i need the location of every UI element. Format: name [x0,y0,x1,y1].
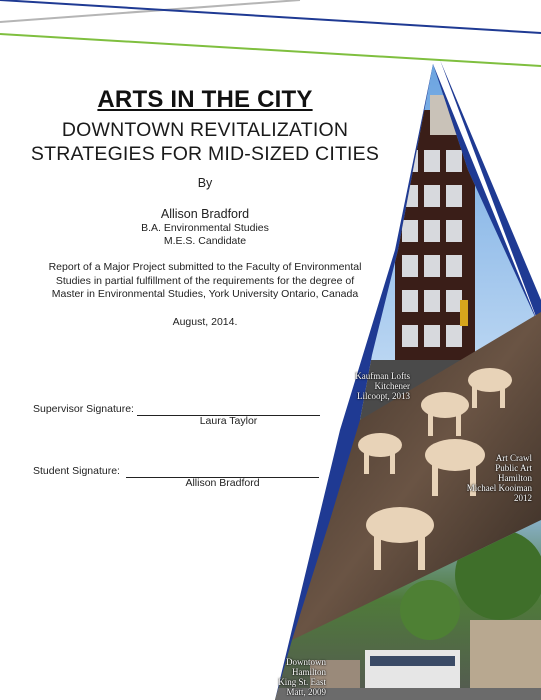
report-line: Master in Environmental Studies, York University Ontario, Canada [51,288,359,300]
report-date: August, 2014. [172,316,238,328]
author-block [0,207,410,248]
supervisor-signature-label: Supervisor Signature: [33,403,134,415]
report-line: Studies in partial fulfillment of the requirements for the degree of [55,274,355,287]
by-label: By [197,176,213,190]
author-candidate: M.E.S. Candidate [163,235,247,247]
author-degree: B.A. Environmental Studies [141,222,269,234]
student-signature-label: Student Signature: [33,465,120,477]
report-statement [0,261,410,302]
caption-art: Art Crawl Public Art Hamilton Michael Kooiman 2012 [466,453,532,503]
student-signature [33,465,260,489]
author-name: Allison Bradford [160,207,250,221]
caption-building: Kaufman Lofts Kitchener Lilcoopt, 2013 [355,371,410,401]
caption-street: Downtown Hamilton King St. East Matt, 2009 [278,657,326,697]
report-subtitle-line1: DOWNTOWN REVITALIZATION [61,119,349,141]
report-title: ARTS IN THE CITY [97,86,313,113]
supervisor-signature [33,403,258,427]
report-line: Report of a Major Project submitted to the Faculty of Environmental [48,261,362,273]
green-rule [0,34,541,66]
supervisor-name: Laura Taylor [199,415,258,427]
title-block [0,86,410,166]
report-subtitle-line2: STRATEGIES FOR MID-SIZED CITIES [30,143,380,165]
student-name: Allison Bradford [185,477,260,489]
